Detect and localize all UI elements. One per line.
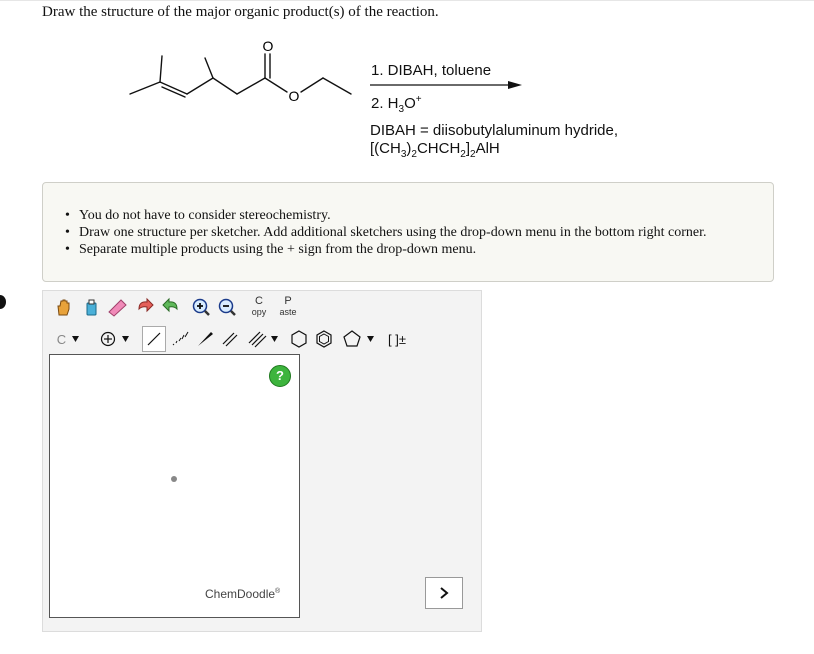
carbonyl-oxygen: O — [262, 38, 274, 54]
question-prompt: Draw the structure of the major organic product(s) of the reaction. — [42, 4, 439, 20]
wedge-bond-icon — [195, 330, 215, 348]
top-divider — [0, 0, 814, 1]
plus-circle-icon — [100, 331, 116, 347]
edge-marker — [0, 295, 6, 309]
paste-button[interactable]: P aste — [279, 294, 297, 317]
bracket-charge-tool[interactable]: [ ]± — [388, 331, 406, 347]
instruction-item: • You do not have to consider stereochemistry. — [79, 207, 707, 224]
single-bond-tool[interactable] — [142, 326, 166, 352]
bond — [301, 78, 323, 92]
hashed-bond-icon — [170, 330, 190, 348]
undo-icon[interactable] — [134, 296, 156, 318]
bond — [237, 78, 265, 94]
instruction-item: • Separate multiple products using the + sign from the drop-down menu. — [79, 241, 707, 258]
double-bond-tool[interactable] — [219, 328, 241, 350]
hand-tool-icon[interactable] — [53, 296, 75, 318]
bond — [213, 78, 237, 94]
instructions-list — [79, 207, 707, 258]
charge-tool[interactable] — [96, 328, 132, 350]
chevron-down-icon — [271, 336, 278, 342]
bond — [323, 78, 351, 94]
triple-bond-icon — [247, 330, 267, 348]
reagent-formula: $[(CH_3)_2CHCH_2]_2AlH$ — [370, 140, 500, 160]
double-bond-icon — [220, 330, 240, 348]
add-sketcher-dropdown[interactable] — [425, 577, 463, 609]
ester-oxygen: O — [288, 88, 300, 104]
reactant-structure — [125, 38, 360, 108]
reagent-step-1: 1. DIBAH, toluene — [371, 62, 492, 79]
cyclohexane-tool[interactable] — [288, 328, 310, 350]
zoom-in-icon[interactable] — [190, 296, 212, 318]
element-selector[interactable]: C — [54, 328, 82, 350]
bond — [130, 82, 160, 94]
benzene-tool[interactable] — [313, 328, 335, 350]
clear-icon[interactable] — [80, 296, 102, 318]
bond — [187, 78, 213, 94]
instructions-box — [42, 182, 774, 282]
bond — [205, 58, 213, 78]
hashed-bond-tool[interactable] — [169, 328, 191, 350]
bond — [160, 56, 162, 82]
bond — [265, 78, 287, 92]
chemdoodle-brand: ChemDoodle® — [205, 587, 281, 601]
reagent-step-2: 2. $H_3O^+$ — [371, 94, 422, 115]
chevron-down-icon — [72, 336, 79, 342]
chevron-down-icon — [122, 336, 129, 342]
benzene-icon — [314, 329, 334, 349]
reaction-arrow-icon — [370, 80, 525, 90]
help-button[interactable]: ? — [269, 365, 291, 387]
canvas-cursor-dot — [171, 476, 177, 482]
triple-bond-tool[interactable] — [244, 328, 280, 350]
copy-button[interactable]: C opy — [251, 294, 267, 317]
eraser-icon[interactable] — [106, 296, 128, 318]
instruction-item: • Draw one structure per sketcher. Add additional sketchers using the drop-down menu in the bottom right corner. — [79, 224, 707, 241]
pentagon-icon — [342, 329, 362, 349]
hexagon-icon — [289, 329, 309, 349]
reagent-definition: DIBAH = diisobutylaluminum hydride, — [370, 122, 619, 139]
chevron-down-icon — [367, 336, 374, 342]
single-bond-icon — [145, 330, 163, 348]
cyclopentane-tool[interactable] — [338, 328, 378, 350]
zoom-out-icon[interactable] — [216, 296, 238, 318]
drawing-canvas[interactable] — [49, 354, 300, 618]
redo-icon[interactable] — [160, 296, 182, 318]
chevron-right-icon — [439, 587, 449, 599]
wedge-bond-tool[interactable] — [194, 328, 216, 350]
